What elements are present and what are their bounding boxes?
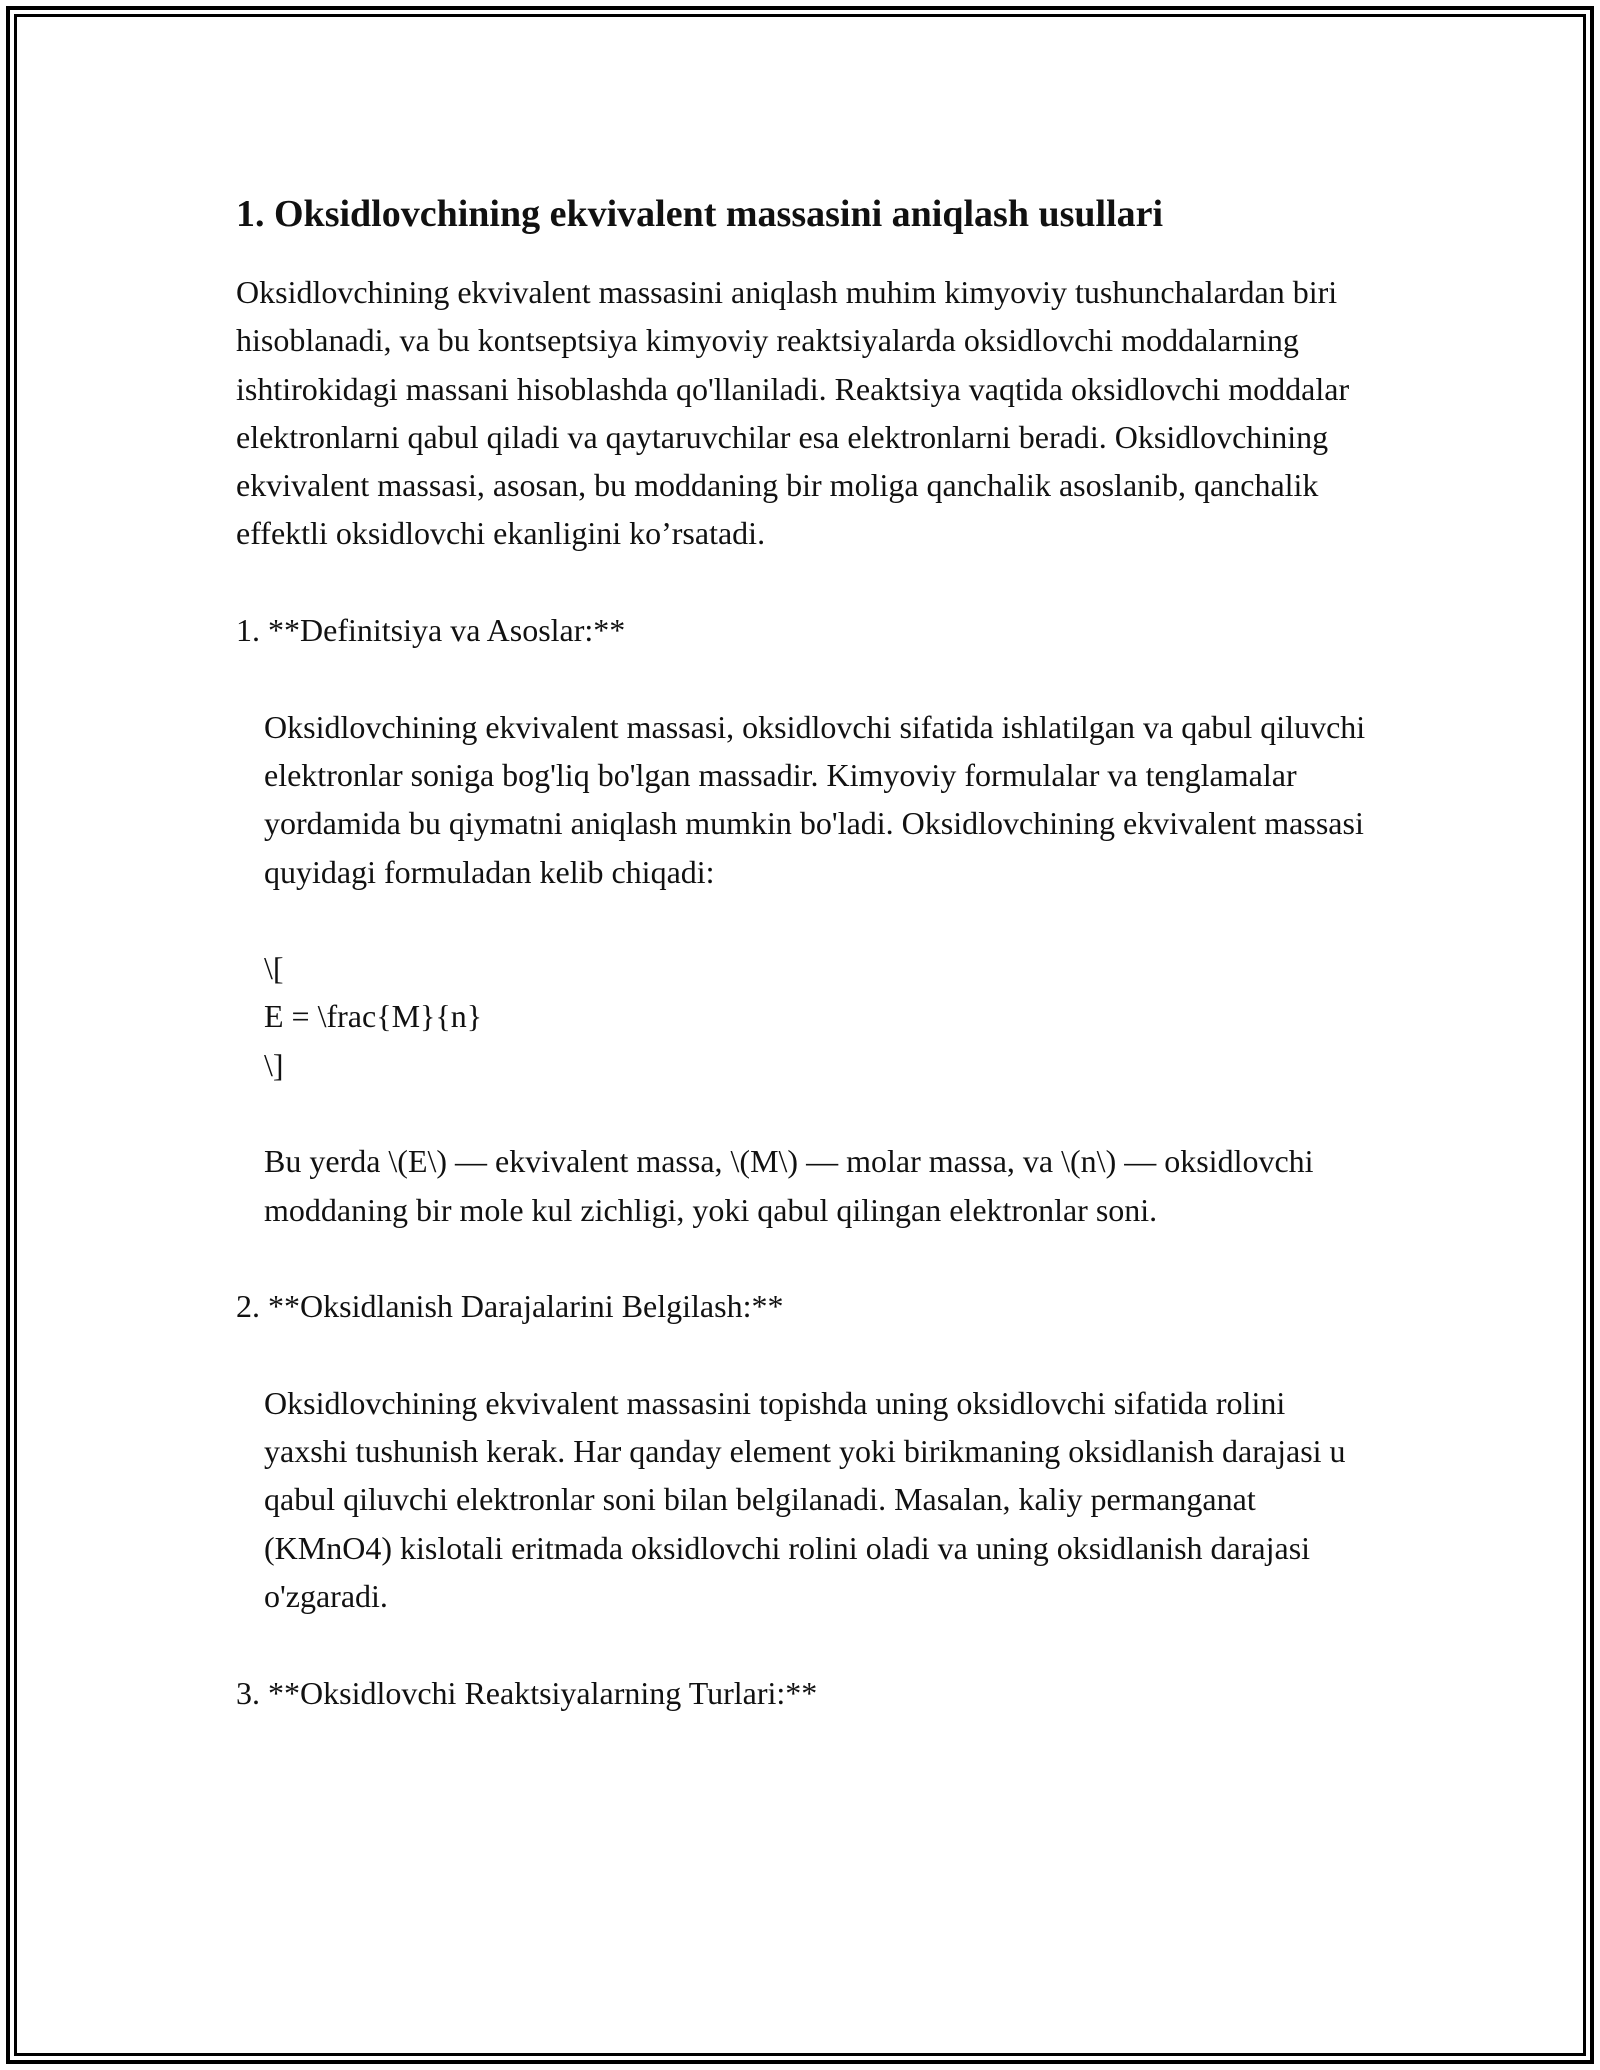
list-heading-reaktsiyalar: 3. **Oksidlovchi Reaktsiyalarning Turlari:** — [236, 1674, 818, 1711]
intro-paragraph: Oksidlovchining ekvivalent massasini aniqlash muhim kimyoviy tushunchalardan biri hisoblanadi, va bu kontseptsiya kimyoviy reaktsiyalarda oksidlovchi moddalarning ishtirokidagi massani hisoblashda qo'llaniladi. Reaktsiya vaqtida oksidlovchi moddalar elektronlarni qabul qiladi va qaytaruvchilar esa elektronlarni beradi. Oksidlovchining ekvivalent massasi, asosan, bu moddaning bir moliga qanchalik asoslanib, qanchalik effektli oksidlovchi ekanligini ko’rsatadi. — [236, 274, 1350, 552]
oxidation-paragraph: Oksidlovchining ekvivalent massasini topishda uning oksidlovchi sifatida rolini yaxshi tushunish kerak. Har qanday element yoki birikmaning oksidlanish darajasi u qabul qiluvchi elektronlar soni bilan belgilanadi. Masalan, kaliy permanganat (KMnO4) kislotali eritmada oksidlovchi rolini oladi va uning oksidlanish darajasi o'zgaradi. — [264, 1384, 1346, 1615]
section-title: 1. Oksidlovchining ekvivalent massasini aniqlash usullari — [236, 193, 1164, 235]
variables-paragraph: Bu yerda \(E\) — ekvivalent massa, \(M\) — molar massa, va \(n\) — oksidlovchi moddaning bir mole kul zichligi, yoki qabul qilingan elektronlar soni. — [264, 1143, 1314, 1228]
list-heading-definitsiya: 1. **Definitsiya va Asoslar:** — [236, 612, 626, 649]
document-body — [236, 188, 1376, 1717]
formula-close-bracket: \] — [264, 1046, 284, 1083]
formula-open-bracket: \[ — [264, 950, 284, 987]
formula-expression: E = \frac{M}{n} — [264, 998, 483, 1035]
definition-paragraph: Oksidlovchining ekvivalent massasi, oksidlovchi sifatida ishlatilgan va qabul qiluvchi elektronlar soniga bog'liq bo'lgan massadir. Kimyoviy formulalar va tenglamalar yordamida bu qiymatni aniqlash mumkin bo'ladi. Oksidlovchining ekvivalent massasi quyidagi formuladan kelib chiqadi: — [264, 708, 1366, 890]
list-heading-oksidlanish: 2. **Oksidlanish Darajalarini Belgilash:** — [236, 1288, 784, 1325]
